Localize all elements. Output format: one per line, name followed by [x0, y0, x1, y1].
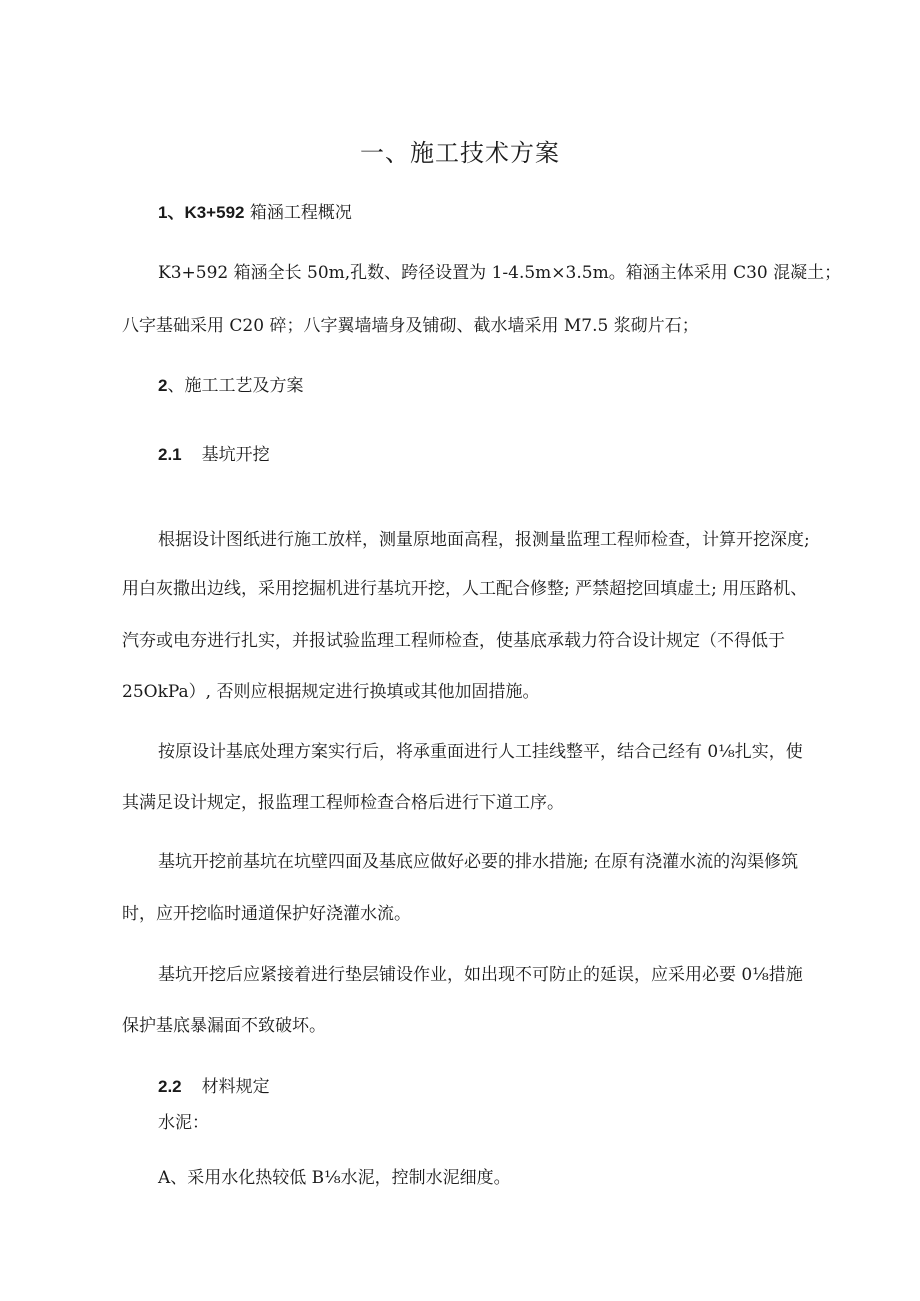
paragraph-line: K3+592 箱涵全长 50m,孔数、跨径设置为 1-4.5m×3.5m。箱涵主体采用 C30 混凝土； [158, 263, 842, 283]
paragraph-line: 按原设计基底处理方案实行后，将承重面进行人工挂线整平，结合己经有 0⅛扎实，使 [158, 742, 803, 762]
section-number: 2.2 [158, 1077, 182, 1096]
paragraph-line: 25OkPa）, 否则应根据规定进行换填或其他加固措施。 [122, 682, 540, 702]
page-title: 一、施工技术方案 [360, 139, 560, 167]
paragraph-line: 基坑开挖后应紧接着进行垫层铺设作业，如出现不可防止的延误，应采用必要 0⅛措施 [158, 965, 803, 985]
section-title: 基坑开挖 [201, 445, 270, 465]
section-heading-2-2 [158, 1075, 838, 1099]
paragraph-line: 时，应开挖临时通道保护好浇灌水流。 [122, 904, 411, 924]
paragraph-line: 汽夯或电夯进行扎实，并报试验监理工程师检查，使基底承载力符合设计规定（不得低于 [122, 631, 785, 651]
paragraph-line: 保护基底暴漏面不致破坏。 [122, 1016, 326, 1036]
paragraph-line: 基坑开挖前基坑在坑壁四面及基底应做好必要的排水措施; 在原有浇灌水流的沟渠修筑 [158, 852, 799, 872]
paragraph-line: 用白灰撒出边线，采用挖掘机进行基坑开挖，人工配合修整; 严禁超挖回填虚土; 用压路机、 [122, 579, 808, 599]
section-title: 材料规定 [201, 1077, 270, 1097]
section-number: 2 [158, 376, 168, 395]
paragraph-line: 八字基础采用 C20 碎；八字翼墙墙身及铺砌、截水墙采用 M7.5 浆砌片石； [122, 316, 699, 336]
section-heading-1 [158, 201, 838, 225]
section-title: 、施工工艺及方案 [167, 376, 304, 396]
paragraph-line: 其满足设计规定，报监理工程师检查合格后进行下道工序。 [122, 793, 564, 813]
section-number: 2.1 [158, 445, 182, 464]
section-number: 1、K3+592 [158, 203, 245, 222]
paragraph-line: 根据设计图纸进行施工放样，测量原地面高程，报测量监理工程师检查，计算开挖深度; [158, 530, 810, 550]
material-label: 水泥： [158, 1113, 209, 1133]
section-title: 箱涵工程概况 [249, 203, 352, 223]
list-item: A、采用水化热较低 B⅛水泥，控制水泥细度。 [158, 1168, 511, 1188]
section-heading-2 [158, 374, 838, 398]
section-heading-2-1 [158, 443, 838, 467]
